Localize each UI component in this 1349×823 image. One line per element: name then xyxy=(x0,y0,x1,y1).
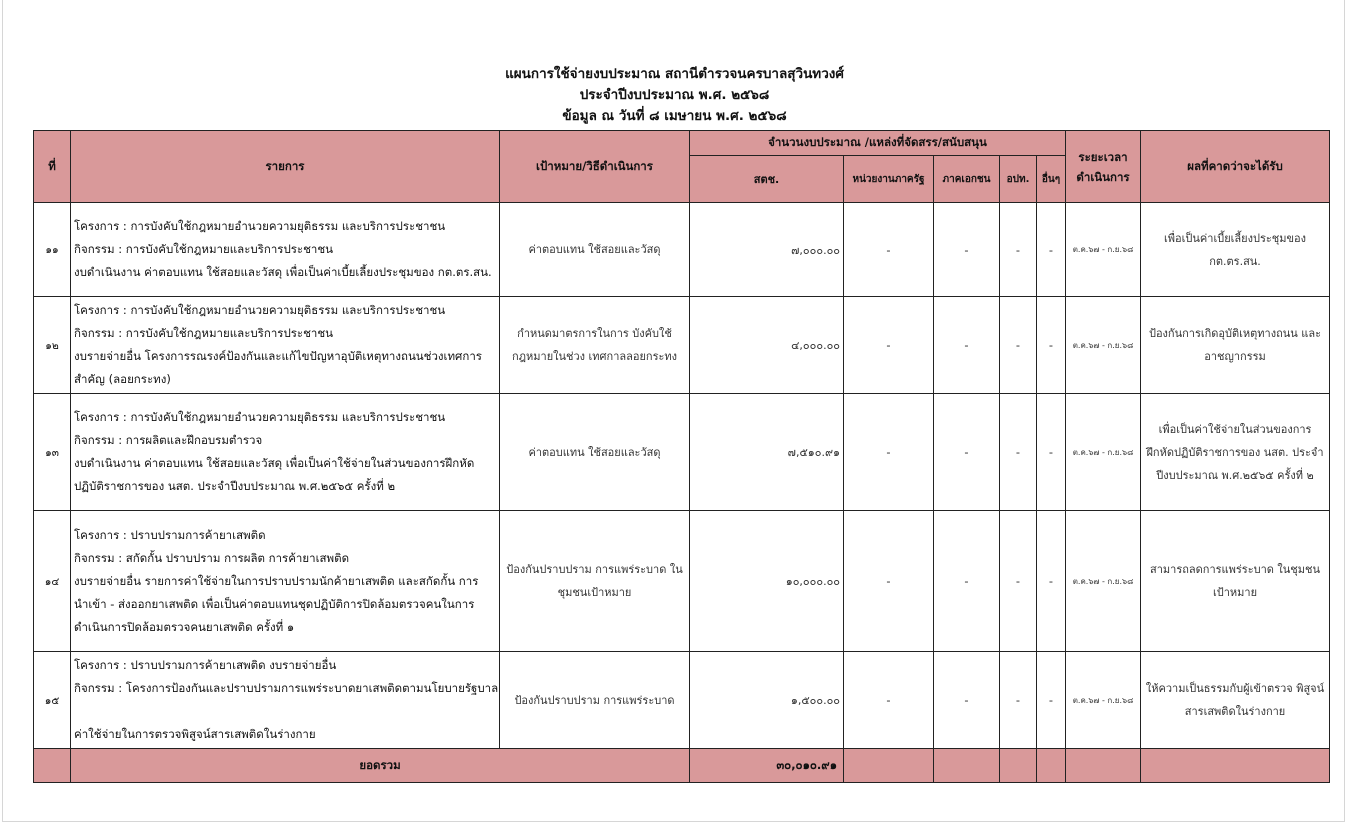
row-period: ต.ค.๖๗ - ก.ย.๖๘ xyxy=(1066,652,1141,749)
item-line: งบรายจ่ายอื่น โครงการรณรงค์ป้องกันและแก้ไขปัญหาอุบัติเหตุทางถนนช่วงเทศการ xyxy=(74,349,482,363)
row-number: ๑๕ xyxy=(34,652,71,749)
item-blank-line xyxy=(74,700,496,723)
row-other: - xyxy=(1037,652,1066,749)
item-line: กิจกรรม : สกัดกั้น ปราบปราม การผลิต การค้ายาเสพติด xyxy=(74,550,350,565)
item-line: โครงการ : การบังคับใช้กฎหมายอำนวยความยุติธรรม และบริการประชาชน xyxy=(74,303,446,317)
table-row xyxy=(34,394,1330,511)
row-target: ค่าตอบแทน ใช้สอยและวัสดุ xyxy=(500,394,690,511)
item-line: งบดำเนินงาน ค่าตอบแทน ใช้สอยและวัสดุ เพื่อเป็นค่าใช้จ่ายในส่วนของการฝึกหัด xyxy=(74,456,475,470)
row-target: ป้องกันปราบปราม การแพร่ระบาด xyxy=(500,652,690,749)
header-other: อื่นๆ xyxy=(1037,156,1066,203)
row-budget: ๗,๕๑๐.๙๑ xyxy=(690,394,844,511)
row-target: กำหนดมาตรการในการ บังคับใช้กฎหมายในช่วง เทศกาลลอยกระทง xyxy=(500,297,690,394)
row-items xyxy=(71,297,500,394)
row-period: ต.ค.๖๗ - ก.ย.๖๘ xyxy=(1066,394,1141,511)
header-budget-group: จำนวนงบประมาณ /แหล่งที่จัดสรร/สนับสนุน xyxy=(690,131,1066,156)
row-result: เพื่อเป็นค่าเบี้ยเลี้ยงประชุมของ กต.ตร.สน. xyxy=(1141,203,1330,297)
row-items xyxy=(71,394,500,511)
row-private: - xyxy=(934,297,1000,394)
row-gov: - xyxy=(844,203,934,297)
row-result: เพื่อเป็นค่าใช้จ่ายในส่วนของการ ฝึกหัดปฏิบัติราชการของ นสต. ประจำปีงบประมาณ พ.ศ.๒๕๖๕ ครั้งที่ ๒ xyxy=(1141,394,1330,511)
item-line: โครงการ : ปราบปรามการค้ายาเสพติด xyxy=(74,527,266,542)
header-period: ระยะเวลา ดำเนินการ xyxy=(1066,131,1141,203)
row-budget: ๑๐,๐๐๐.๐๐ xyxy=(690,511,844,652)
item-line: โครงการ : ปราบปรามการค้ายาเสพติด งบรายจ่ายอื่น xyxy=(74,658,337,672)
row-other: - xyxy=(1037,203,1066,297)
row-budget: ๔,๐๐๐.๐๐ xyxy=(690,297,844,394)
total-empty-cell xyxy=(844,749,934,783)
item-line: ค่าใช้จ่ายในการตรวจพิสูจน์สารเสพติดในร่างกาย xyxy=(74,727,316,741)
item-line: กิจกรรม : โครงการป้องกันและปราบปรามการแพร่ระบาดยาเสพติดตามนโยบายรัฐบาล xyxy=(74,681,499,695)
item-line: กิจกรรม : การบังคับใช้กฎหมายและบริการประชาชน xyxy=(74,242,334,256)
item-line: นำเข้า - ส่งออกยาเสพติด เพื่อเป็นค่าตอบแทนชุดปฏิบัติการปิดล้อมตรวจคนในการ xyxy=(74,596,475,611)
total-empty-cell xyxy=(1037,749,1066,783)
row-target: ค่าตอบแทน ใช้สอยและวัสดุ xyxy=(500,203,690,297)
row-period: ต.ค.๖๗ - ก.ย.๖๘ xyxy=(1066,511,1141,652)
table-row xyxy=(34,203,1330,297)
row-budget: ๗,๐๐๐.๐๐ xyxy=(690,203,844,297)
row-local: - xyxy=(1000,394,1037,511)
header-private: ภาคเอกชน xyxy=(934,156,1000,203)
row-result: ให้ความเป็นธรรมกับผู้เข้าตรวจ พิสูจน์สารเสพติดในร่างกาย xyxy=(1141,652,1330,749)
table-row xyxy=(34,511,1330,652)
row-private: - xyxy=(934,511,1000,652)
header-target: เป้าหมาย/วิธีดำเนินการ xyxy=(500,131,690,203)
header-sor-dor-chor: สตช. xyxy=(690,156,844,203)
row-result: ป้องกันการเกิดอุบัติเหตุทางถนน และ อาชญากรรม xyxy=(1141,297,1330,394)
document-titles xyxy=(0,64,1349,127)
document-fiscal-year: ประจำปีงบประมาณ พ.ศ. ๒๕๖๘ xyxy=(579,87,770,103)
header-local: อปท. xyxy=(1000,156,1037,203)
item-line: ดำเนินการปิดล้อมตรวจคนยาเสพติด ครั้งที่ ๑ xyxy=(74,619,295,634)
item-line: โครงการ : การบังคับใช้กฎหมายอำนวยความยุติธรรม และบริการประชาชน xyxy=(74,410,446,424)
row-other: - xyxy=(1037,297,1066,394)
item-line: ปฏิบัติราชการของ นสต. ประจำปีงบประมาณ พ.ศ.๒๕๖๕ ครั้งที่ ๒ xyxy=(74,479,396,493)
total-row xyxy=(34,749,1330,783)
document-data-date: ข้อมูล ณ วันที่ ๘ เมษายน พ.ศ. ๒๕๖๘ xyxy=(562,108,787,124)
header-result: ผลที่คาดว่าจะได้รับ xyxy=(1141,131,1330,203)
row-gov: - xyxy=(844,297,934,394)
row-private: - xyxy=(934,203,1000,297)
document-title: แผนการใช้จ่ายงบประมาณ สถานีตำรวจนครบาลสุวินทวงศ์ xyxy=(505,66,844,82)
header-no: ที่ xyxy=(34,131,71,203)
row-period: ต.ค.๖๗ - ก.ย.๖๘ xyxy=(1066,297,1141,394)
row-result: สามารถลดการแพร่ระบาด ในชุมชน เป้าหมาย xyxy=(1141,511,1330,652)
item-line: งบดำเนินงาน ค่าตอบแทน ใช้สอยและวัสดุ เพื่อเป็นค่าเบี้ยเลี้ยงประชุมของ กต.ตร.สน. xyxy=(74,265,492,279)
row-period: ต.ค.๖๗ - ก.ย.๖๘ xyxy=(1066,203,1141,297)
row-private: - xyxy=(934,652,1000,749)
row-budget: ๑,๕๐๐.๐๐ xyxy=(690,652,844,749)
total-empty-cell xyxy=(1141,749,1330,783)
budget-plan-table xyxy=(33,130,1330,783)
total-empty-cell xyxy=(1066,749,1141,783)
row-local: - xyxy=(1000,297,1037,394)
total-empty-cell xyxy=(934,749,1000,783)
row-local: - xyxy=(1000,652,1037,749)
total-label: ยอดรวม xyxy=(71,749,690,783)
table-row xyxy=(34,297,1330,394)
item-line: งบรายจ่ายอื่น รายการค่าใช้จ่ายในการปราบปรามนักค้ายาเสพติด และสกัดกั้น การ xyxy=(74,573,479,588)
row-items xyxy=(71,652,500,749)
item-line: โครงการ : การบังคับใช้กฎหมายอำนวยความยุติธรรม และบริการประชาชน xyxy=(74,219,446,233)
header-gov-agency: หน่วยงานภาครัฐ xyxy=(844,156,934,203)
row-gov: - xyxy=(844,652,934,749)
row-gov: - xyxy=(844,394,934,511)
total-empty-cell xyxy=(34,749,71,783)
row-local: - xyxy=(1000,203,1037,297)
row-private: - xyxy=(934,394,1000,511)
row-number: ๑๔ xyxy=(34,511,71,652)
total-budget: ๓๐,๐๑๐.๙๑ xyxy=(690,749,844,783)
row-items xyxy=(71,203,500,297)
item-line: กิจกรรม : การผลิตและฝึกอบรมตำรวจ xyxy=(74,433,263,447)
row-other: - xyxy=(1037,511,1066,652)
row-target: ป้องกันปราบปราม การแพร่ระบาด ในชุมชนเป้าหมาย xyxy=(500,511,690,652)
row-items xyxy=(71,511,500,652)
row-number: ๑๑ xyxy=(34,203,71,297)
row-gov: - xyxy=(844,511,934,652)
item-line: สำคัญ (ลอยกระทง) xyxy=(74,372,171,386)
row-number: ๑๓ xyxy=(34,394,71,511)
table-row xyxy=(34,652,1330,749)
header-item: รายการ xyxy=(71,131,500,203)
row-other: - xyxy=(1037,394,1066,511)
row-number: ๑๒ xyxy=(34,297,71,394)
total-empty-cell xyxy=(1000,749,1037,783)
row-local: - xyxy=(1000,511,1037,652)
item-line: กิจกรรม : การบังคับใช้กฎหมายและบริการประชาชน xyxy=(74,326,334,340)
